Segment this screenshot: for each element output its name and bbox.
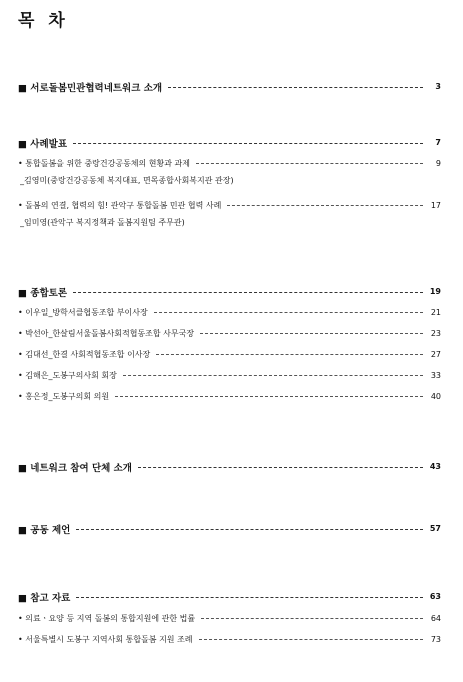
toc-entry-label: ■ 참고 자료 xyxy=(18,592,71,603)
toc-subentry-discussant-5[interactable] xyxy=(18,390,441,402)
toc-entry-page: 7 xyxy=(435,138,441,147)
toc-entry-page: 63 xyxy=(429,592,441,601)
toc-subentry-discussant-1[interactable] xyxy=(18,306,441,318)
toc-entry-discussion[interactable] xyxy=(18,285,441,298)
toc-entry-page: 23 xyxy=(430,328,441,338)
toc-entry-page: 33 xyxy=(430,370,441,380)
toc-entry-label: • 김해은_도봉구의사회 회장 xyxy=(18,370,117,380)
toc-entry-label: ■ 네트워크 참여 단체 소개 xyxy=(18,462,132,473)
dot-leader xyxy=(156,353,423,355)
dot-leader xyxy=(200,332,423,334)
toc-entry-label: • 통합돌봄을 위한 중랑건강공동체의 현황과 과제 xyxy=(18,158,190,168)
dot-leader xyxy=(115,395,423,397)
toc-entry-label: ■ 종합토론 xyxy=(18,287,67,298)
toc-entry-label: • 박선아_한살림서울돌봄사회적협동조합 사무국장 xyxy=(18,328,195,338)
page-title: 목 차 xyxy=(18,11,69,31)
toc-entry-network-intro[interactable] xyxy=(18,80,441,93)
toc-subentry-case-1-presenter xyxy=(20,174,443,186)
toc-entry-label: • 서울특별시 도봉구 지역사회 통합돌봄 지원 조례 xyxy=(18,634,193,644)
toc-entry-label: ■ 서로돌봄민관협력네트워크 소개 xyxy=(18,82,163,93)
toc-entry-page: 43 xyxy=(429,462,441,471)
dot-leader xyxy=(196,162,423,164)
toc-entry-label: ■ 공동 제언 xyxy=(18,524,71,535)
dot-leader xyxy=(76,596,423,598)
toc-subentry-case-2[interactable] xyxy=(18,199,441,211)
toc-entry-page: 17 xyxy=(430,200,441,210)
dot-leader xyxy=(73,142,423,144)
toc-entry-label: • 김대선_한결 사회적협동조합 이사장 xyxy=(18,349,151,359)
toc-subentry-case-1[interactable] xyxy=(18,157,441,169)
dot-leader xyxy=(73,291,423,293)
toc-entry-page: 73 xyxy=(430,634,441,644)
dot-leader xyxy=(168,86,423,88)
presenter-name: _김영미(중랑건강공동체 복지대표, 면목종합사회복지관 관장) xyxy=(20,175,234,185)
dot-leader xyxy=(138,466,423,468)
toc-entry-label: • 의료ㆍ요양 등 지역 돌봄의 통합지원에 관한 법률 xyxy=(18,613,196,623)
dot-leader xyxy=(199,638,423,640)
toc-entry-page: 21 xyxy=(430,307,441,317)
dot-leader xyxy=(154,311,423,313)
presenter-name: _임미영(관악구 복지정책과 돌봄지원팀 주무관) xyxy=(20,217,185,227)
toc-entry-case-presentation[interactable] xyxy=(18,136,441,149)
toc-entry-label: • 돌봄의 연결, 협력의 힘! 관악구 통합돌봄 민관 협력 사례 xyxy=(18,200,222,210)
toc-subentry-discussant-3[interactable] xyxy=(18,348,441,360)
toc-entry-label: • 홍은정_도봉구의회 의원 xyxy=(18,391,110,401)
toc-subentry-reference-1[interactable] xyxy=(18,612,441,624)
toc-entry-page: 3 xyxy=(435,82,441,91)
toc-entry-joint-proposal[interactable] xyxy=(18,522,441,535)
toc-entry-member-orgs[interactable] xyxy=(18,460,441,473)
toc-entry-page: 57 xyxy=(429,524,441,533)
toc-entry-label: • 이우일_방학서클협동조합 부이사장 xyxy=(18,307,148,317)
toc-entry-references[interactable] xyxy=(18,590,441,603)
dot-leader xyxy=(76,528,423,530)
dot-leader xyxy=(123,374,423,376)
toc-subentry-case-2-presenter xyxy=(20,216,443,228)
toc-subentry-reference-2[interactable] xyxy=(18,633,441,645)
toc-subentry-discussant-2[interactable] xyxy=(18,327,441,339)
toc-entry-page: 19 xyxy=(429,287,441,296)
dot-leader xyxy=(227,204,423,206)
dot-leader xyxy=(201,617,423,619)
toc-entry-page: 27 xyxy=(430,349,441,359)
toc-entry-page: 9 xyxy=(435,158,441,168)
toc-entry-page: 64 xyxy=(430,613,441,623)
toc-entry-page: 40 xyxy=(430,391,441,401)
toc-entry-label: ■ 사례발표 xyxy=(18,138,67,149)
toc-subentry-discussant-4[interactable] xyxy=(18,369,441,381)
